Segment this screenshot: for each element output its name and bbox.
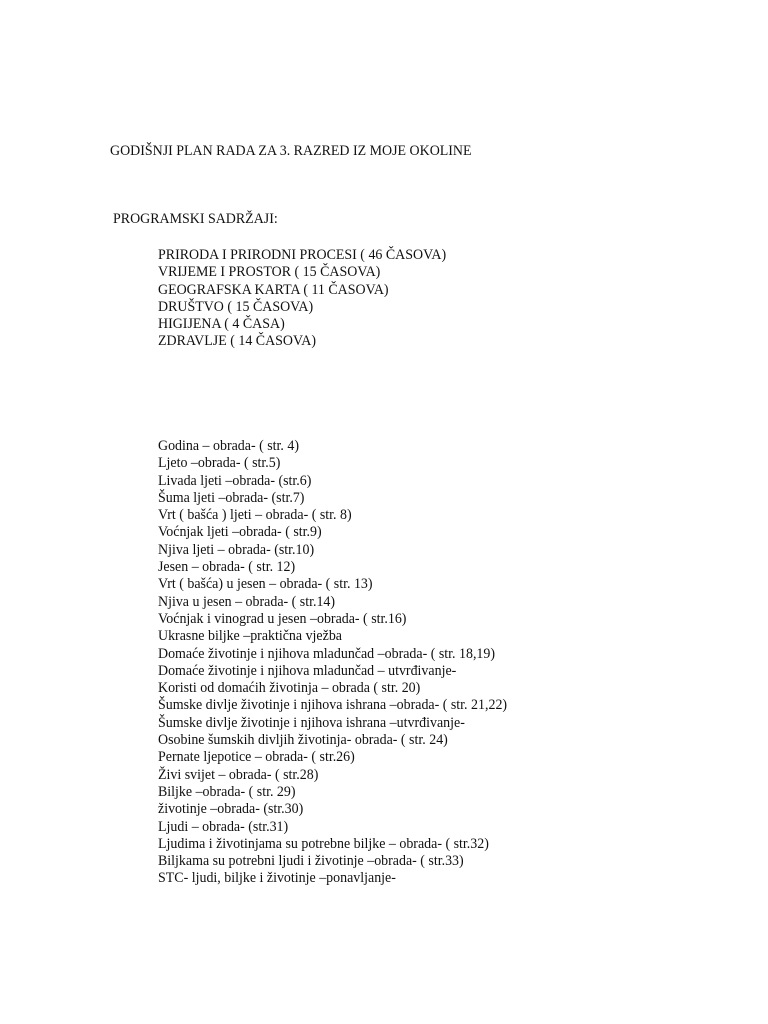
lesson-text: Osobine šumskih divljih životinja- obrada- ( str. 24) (158, 732, 448, 749)
program-text: HIGIJENA ( 4 ČASA) (158, 316, 285, 333)
program-text: DRUŠTVO ( 15 ČASOVA) (158, 298, 314, 315)
lesson-text: Živi svijet – obrada- ( str.28) (158, 766, 319, 783)
program-text: ZDRAVLJE ( 14 ČASOVA) (158, 333, 316, 350)
lesson-text: Pernate ljepotice – obrada- ( str.26) (158, 749, 355, 766)
lesson-text: Jesen – obrada- ( str. 12) (158, 559, 296, 576)
lesson-text: Ljeto –obrada- ( str.5) (158, 455, 281, 472)
lesson-text: Ljudima i životinjama su potrebne biljke – obrada- ( str.32) (158, 835, 489, 852)
lesson-text: Njiva u jesen – obrada- ( str.14) (158, 593, 336, 610)
lesson-text: Koristi od domaćih životinja – obrada ( str. 20) (158, 680, 421, 697)
lesson-text: Biljke –obrada- ( str. 29) (158, 783, 296, 800)
lesson-text: životinje –obrada- (str.30) (158, 801, 304, 818)
lesson-text: Godina – obrada- ( str. 4) (158, 438, 300, 454)
lesson-text: Šumske divlje životinje i njihova ishrana –obrada- ( str. 21,22) (158, 697, 508, 714)
lesson-text: STC- ljudi, biljke i životinje –ponavljanje- (158, 870, 396, 887)
lesson-text: Šumske divlje životinje i njihova ishrana –utvrđivanje- (158, 714, 465, 731)
lesson-text: Njiva ljeti – obrada- (str.10) (158, 541, 315, 558)
document-title: GODIŠNJI PLAN RADA ZA 3. RAZRED IZ MOJE OKOLINE (110, 143, 472, 159)
program-text: GEOGRAFSKA KARTA ( 11 ČASOVA) (158, 281, 389, 298)
program-text: VRIJEME I PROSTOR ( 15 ČASOVA) (158, 264, 381, 281)
lesson-text: Livada ljeti –obrada- (str.6) (158, 472, 312, 489)
lesson-text: Biljkama su potrebni ljudi i životinje –obrada- ( str.33) (158, 853, 464, 870)
section-heading: PROGRAMSKI SADRŽAJI: (113, 211, 278, 227)
lesson-text: Vrt ( bašća ) ljeti – obrada- ( str. 8) (158, 507, 352, 524)
lesson-text: Šuma ljeti –obrada- (str.7) (158, 489, 305, 506)
lesson-text: Vrt ( bašća) u jesen – obrada- ( str. 13) (158, 576, 373, 593)
lesson-text: Voćnjak ljeti –obrada- ( str.9) (158, 524, 322, 541)
lesson-text: Ukrasne biljke –praktična vježba (158, 628, 342, 645)
lesson-text: Voćnjak i vinograd u jesen –obrada- ( str.16) (158, 610, 407, 627)
lesson-text: Domaće životinje i njihova mladunčad – utvrđivanje- (158, 662, 457, 679)
lesson-text: Ljudi – obrada- (str.31) (158, 818, 289, 835)
lesson-text: Domaće životinje i njihova mladunčad –obrada- ( str. 18,19) (158, 645, 496, 662)
program-text: PRIRODA I PRIRODNI PROCESI ( 46 ČASOVA) (158, 247, 447, 263)
